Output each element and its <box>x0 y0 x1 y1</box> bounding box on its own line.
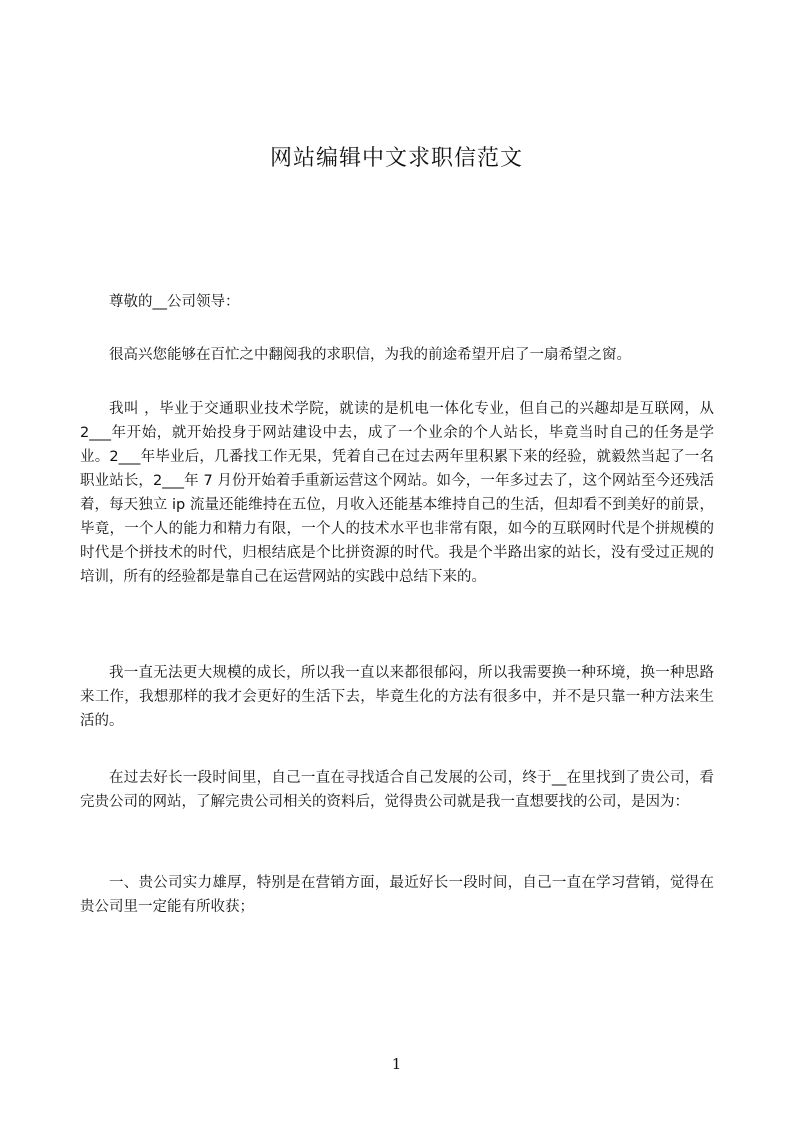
paragraph-motivation <box>80 661 714 733</box>
paragraph-text: 一、贵公司实力雄厚，特别是在营销方面，最近好长一段时间，自己一直在学习营销，觉得在贵公司里一定能有所收获； <box>80 875 714 915</box>
paragraph-background <box>80 397 714 589</box>
paragraph-reason-one <box>80 871 714 919</box>
paragraph-greeting <box>80 343 714 367</box>
salutation <box>80 290 714 314</box>
page-number: 1 <box>391 1055 402 1073</box>
paragraph-text: 很高兴您能够在百忙之中翻阅我的求职信，为我的前途希望开启了一扇希望之窗。 <box>109 347 631 363</box>
salutation-text: 尊敬的__公司领导： <box>109 294 240 310</box>
document-title: 网站编辑中文求职信范文 <box>269 146 523 171</box>
paragraph-text: 我叫 ，毕业于交通职业技术学院，就读的是机电一体化专业，但自己的兴趣却是互联网，从 2___年开始，就开始投身于网站建设中去，成了一个业余的个人站长，毕竟当时自己的任务是学业。2___年毕业后，几番找工作无果，凭着自己在过去两年里积累下来的经验，就毅然当起了一名职业站长，2___年 7 月份开始着手重新运营这个网站。如今，一年多过去了，这个网站至今还残活着，每天独立 ip 流量还能维持在五位，月收入还能基本维持自己的生活，但却看不到美好的前景，毕竟，一个人的能力和精力有限，一个人的技术水平也非常有限，如今的互联网时代是个拼规模的时代是个拼技术的时代，归根结底是个比拼资源的时代。我是个半路出家的站长，没有受过正规的培训，所有的经验都是靠自己在运营网站的实践中总结下来的。 <box>80 401 714 585</box>
paragraph-text: 在过去好长一段时间里，自己一直在寻找适合自己发展的公司，终于__在里找到了贵公司，看完贵公司的网站，了解完贵公司相关的资料后，觉得贵公司就是我一直想要找的公司，是因为： <box>80 770 714 810</box>
paragraph-company-search <box>80 766 714 814</box>
paragraph-text: 我一直无法更大规模的成长，所以我一直以来都很郁闷，所以我需要换一种环境，换一种思路来工作，我想那样的我才会更好的生活下去，毕竟生化的方法有很多中，并不是只靠一种方法来生活的。 <box>80 665 714 729</box>
